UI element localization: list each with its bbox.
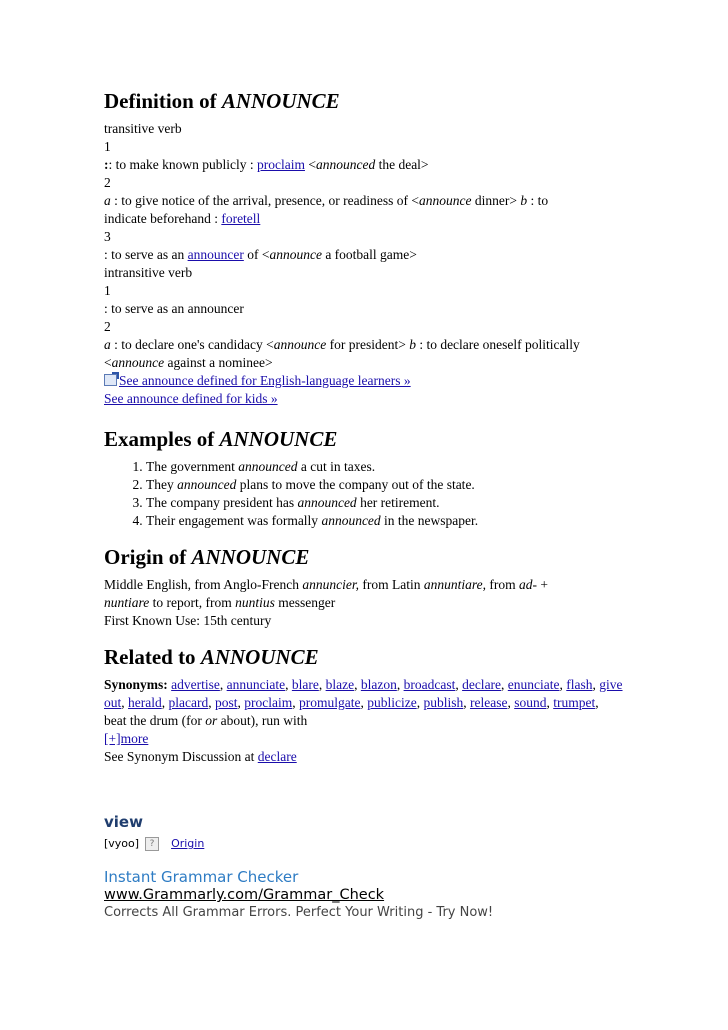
example-text: Their engagement was formally — [146, 513, 322, 528]
definition-text: : to declare one's candidacy < — [110, 337, 274, 352]
example-text: a football game> — [321, 247, 417, 262]
example-text: The company president has — [146, 495, 298, 510]
example-emphasis: announce — [419, 193, 472, 208]
etymology-text: from — [485, 577, 519, 592]
etymology-word: nuntiare — [104, 595, 150, 610]
link-announcer[interactable]: announcer — [187, 247, 244, 262]
example-text: The government — [146, 459, 239, 474]
examples-list — [104, 458, 664, 530]
synonym-link[interactable]: give out — [104, 677, 623, 710]
origin-heading — [104, 544, 664, 570]
ad-url[interactable]: www.Grammarly.com/Grammar_Check — [104, 887, 385, 903]
discussion-text: See Synonym Discussion at — [104, 749, 258, 764]
etymology-text: messenger — [274, 595, 336, 610]
etymology-word: nuntius — [235, 595, 275, 610]
intransitive-sense-2-example — [104, 354, 664, 372]
definition-heading-word: ANNOUNCE — [221, 89, 340, 113]
example-emphasis: announced — [177, 477, 237, 492]
related-heading-prefix: Related to — [104, 645, 196, 669]
sense-number: 1 — [104, 283, 111, 298]
definition-heading-prefix: Definition of — [104, 89, 217, 113]
related-heading-word: ANNOUNCE — [200, 645, 319, 669]
etymology-line-2 — [104, 594, 664, 612]
synonym-link[interactable]: enunciate — [507, 677, 560, 692]
synonym-link[interactable]: release — [469, 695, 508, 710]
example-text: for president> — [326, 337, 410, 352]
definition-text: of < — [243, 247, 270, 262]
related-heading — [104, 644, 664, 670]
list-item — [146, 512, 664, 530]
example-text: against a nominee> — [164, 355, 273, 370]
synonym-link[interactable]: sound — [514, 695, 547, 710]
synonym-link[interactable]: publicize — [367, 695, 417, 710]
kids-link-row — [104, 390, 664, 408]
list-item — [146, 494, 664, 512]
external-link-icon — [104, 374, 117, 386]
definition-text: : to make known publicly : — [108, 157, 257, 172]
example-open: < — [308, 157, 316, 172]
example-emphasis: announce — [269, 247, 322, 262]
synonyms-paragraph: Synonyms: advertise, annunciate, blare, blaze, blazon, broadcast, declare, enunciate, flash, give out, herald, placard, post, proclaim, promulgate, publicize, publish, release, sound, trumpet, beat the drum (for or about), run with — [104, 677, 623, 728]
synonyms-tail: about), run with — [217, 713, 308, 728]
view-pronunciation-row — [104, 836, 664, 852]
more-link[interactable]: [+]more — [104, 731, 149, 746]
sense-number: 3 — [104, 229, 111, 244]
example-emphasis: announced — [315, 157, 376, 172]
synonym-link[interactable]: promulgate — [298, 695, 361, 710]
synonym-link[interactable]: advertise — [171, 677, 220, 692]
examples-heading — [104, 426, 664, 452]
synonym-link[interactable]: trumpet — [553, 695, 596, 710]
definition-text: indicate beforehand : — [104, 211, 222, 226]
example-text: plans to move the company out of the state. — [236, 477, 475, 492]
synonym-link[interactable]: broadcast — [403, 677, 456, 692]
sense-2-definition — [104, 192, 664, 210]
synonyms-tail: , beat the drum (for — [104, 695, 599, 728]
etymology-text: to report, from — [149, 595, 236, 610]
etymology-word: annuntiare, — [423, 577, 486, 592]
origin-link[interactable]: Origin — [171, 837, 205, 850]
synonym-link[interactable]: blazon — [360, 677, 397, 692]
learners-link-row — [104, 372, 664, 390]
subsense-letter: a — [104, 337, 111, 352]
example-open: < — [104, 355, 112, 370]
etymology-line-1 — [104, 576, 664, 594]
example-emphasis: announced — [321, 513, 381, 528]
synonym-link[interactable]: post — [214, 695, 238, 710]
etymology-text: from Latin — [358, 577, 424, 592]
origin-heading-word: ANNOUNCE — [191, 545, 310, 569]
list-item — [146, 476, 664, 494]
more-row — [104, 730, 664, 748]
ad-description: Corrects All Grammar Errors. Perfect Your Writing - Try Now! — [104, 905, 494, 920]
example-text: dinner> — [471, 193, 521, 208]
synonym-link[interactable]: blaze — [325, 677, 355, 692]
subsense-letter: b — [520, 193, 528, 208]
link-proclaim[interactable]: proclaim — [256, 157, 305, 172]
etymology-word: annuncier, — [302, 577, 359, 592]
sense-3-definition — [104, 246, 664, 264]
link-foretell[interactable]: foretell — [221, 211, 261, 226]
pronunciation: [vyoo] — [104, 837, 140, 850]
synonym-link[interactable]: blare — [291, 677, 319, 692]
example-emphasis: announced — [238, 459, 298, 474]
example-text: the deal> — [375, 157, 429, 172]
subsense-letter: a — [104, 193, 111, 208]
link-kids[interactable]: See announce defined for kids » — [104, 391, 278, 406]
list-item — [146, 458, 664, 476]
example-text: her retirement. — [356, 495, 440, 510]
definition-text: : to serve as an — [104, 247, 188, 262]
sense-number: 2 — [104, 319, 111, 334]
sense-number: 1 — [104, 139, 111, 154]
synonym-link[interactable]: publish — [423, 695, 464, 710]
link-declare[interactable]: declare — [257, 749, 297, 764]
example-text: a cut in taxes. — [297, 459, 376, 474]
sense-2b-definition — [104, 210, 664, 228]
definition-text: : to — [527, 193, 549, 208]
definition-text: : to declare oneself politically — [415, 337, 580, 352]
view-heading: view — [104, 813, 143, 831]
pos-transitive: transitive verb — [104, 121, 182, 136]
pos-intransitive: intransitive verb — [104, 265, 193, 280]
definition-text: : to give notice of the arrival, presence, or readiness of < — [110, 193, 419, 208]
example-emphasis: announce — [111, 355, 165, 370]
ad-title[interactable]: Instant Grammar Checker — [104, 868, 299, 886]
example-emphasis: announced — [297, 495, 357, 510]
synonym-link[interactable]: herald — [128, 695, 162, 710]
synonym-link[interactable]: declare — [462, 677, 502, 692]
examples-heading-word: ANNOUNCE — [219, 427, 338, 451]
synonym-discussion — [104, 748, 664, 766]
example-text: They — [146, 477, 178, 492]
example-emphasis: announce — [273, 337, 327, 352]
synonyms-tail-emphasis: or — [205, 713, 218, 728]
origin-heading-prefix: Origin of — [104, 545, 187, 569]
examples-heading-prefix: Examples of — [104, 427, 215, 451]
etymology-text: Middle English, from Anglo-French — [104, 577, 303, 592]
sense-number: 2 — [104, 175, 111, 190]
synonym-link[interactable]: flash — [566, 677, 593, 692]
example-text: in the newspaper. — [380, 513, 479, 528]
etymology-word: ad- — [518, 577, 537, 592]
first-known-use: First Known Use: 15th century — [104, 613, 272, 628]
sense-1-definition: :: to make known publicly : proclaim <announced the deal> — [104, 157, 429, 172]
etymology-text: + — [536, 577, 548, 592]
synonym-link[interactable]: annunciate — [226, 677, 286, 692]
synonym-link[interactable]: placard — [168, 695, 209, 710]
intransitive-sense-1: : to serve as an announcer — [104, 301, 244, 316]
definition-heading — [104, 88, 664, 114]
link-learners[interactable]: See announce defined for English-language learners » — [119, 373, 411, 388]
help-icon[interactable]: ? — [145, 837, 159, 851]
subsense-letter: b — [409, 337, 416, 352]
intransitive-sense-2 — [104, 336, 664, 354]
synonym-link[interactable]: proclaim — [244, 695, 293, 710]
synonyms-label: Synonyms: — [104, 677, 168, 692]
